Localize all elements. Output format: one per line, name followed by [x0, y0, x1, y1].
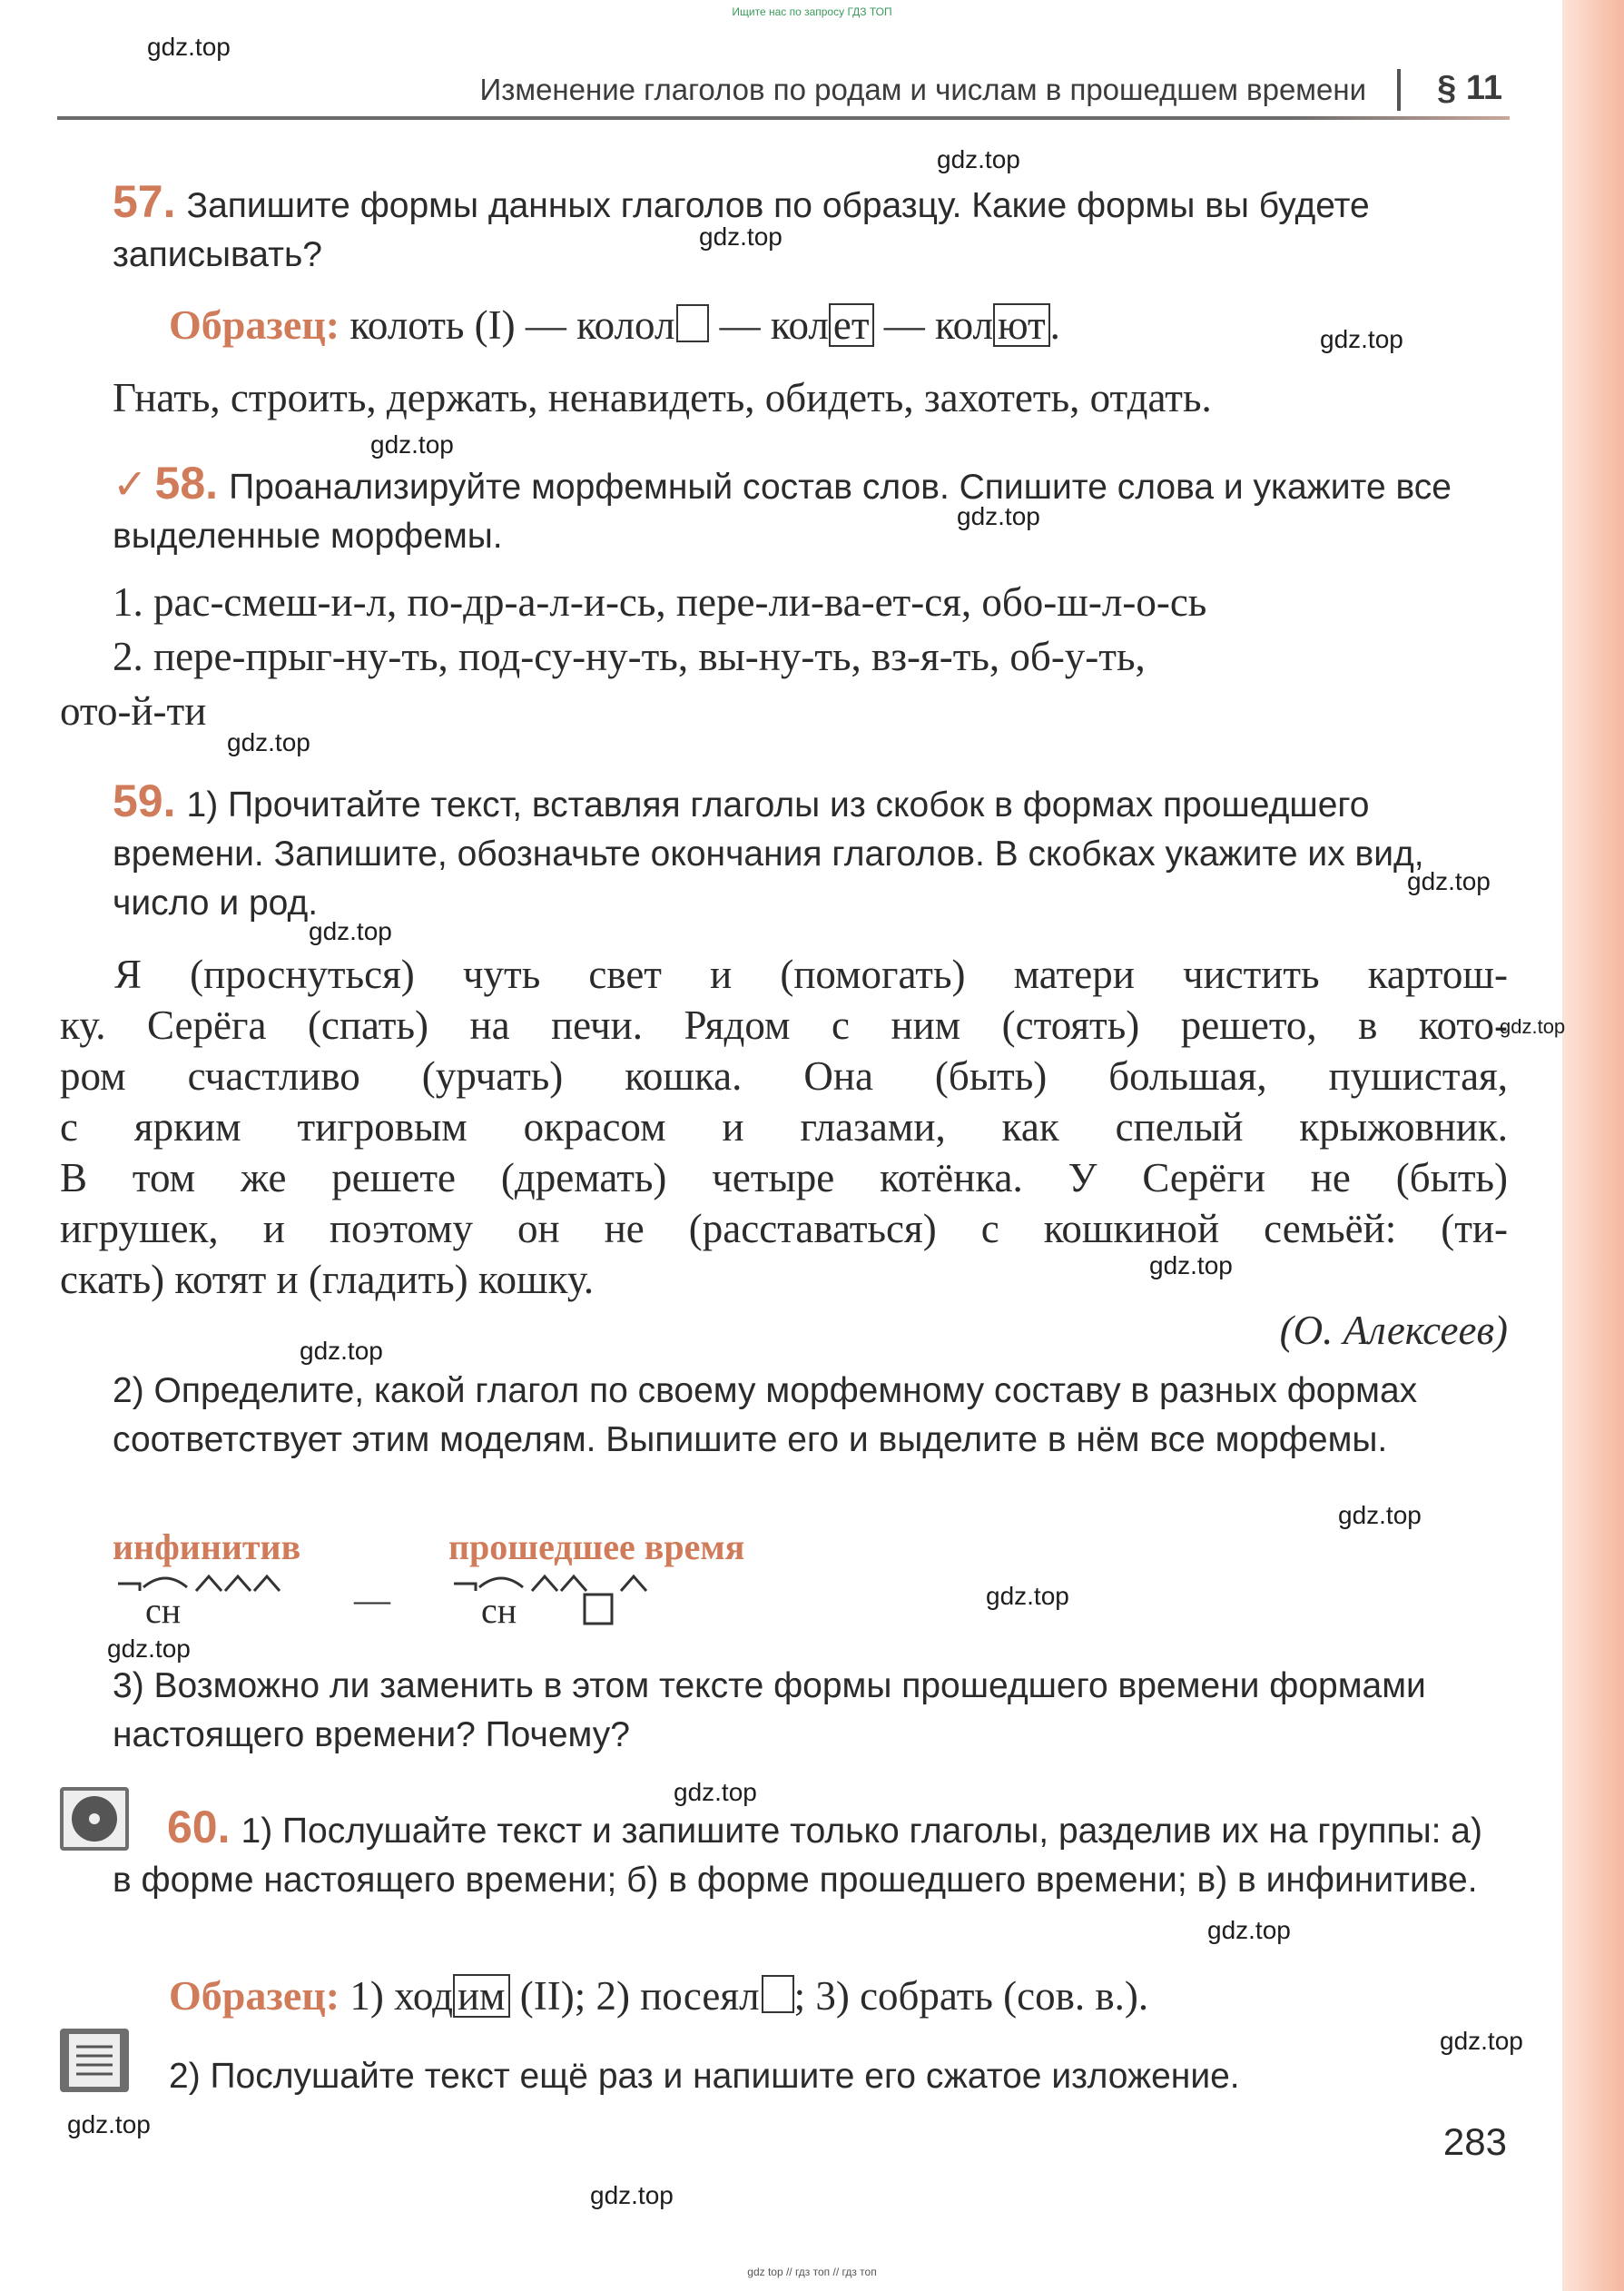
sample-suffix-l: л [654, 302, 675, 348]
exercise-59-text [60, 949, 1508, 1356]
watermark: gdz.top [147, 33, 231, 61]
sample-text-3: — кол [873, 302, 993, 348]
exercise-text: 1) Послушайте текст и запишите только глаголы, разделив их на группы: а) в форме настоящего времени; б) в форме прошедшего времени; в) в инфинитиве. [113, 1812, 1482, 1900]
exercise-59-task3: 3) Возможно ли заменить в этом тексте формы прошедшего времени формами настоящего времени? Почему? [113, 1666, 1426, 1754]
exercise-58-line1: 1. рас-смеш-и-л, по-др-а-л-и-сь, пере-ли-ва-ет-ся, обо-ш-л-о-сь [113, 579, 1207, 625]
exercise-60-task2: 2) Послушайте текст ещё раз и напишите его сжатое изложение. [169, 2057, 1240, 2096]
model-root-1: сн [145, 1590, 182, 1631]
exercise-60-task1 [113, 1802, 1506, 1905]
writing-book-icon [60, 2029, 129, 2092]
exercise-text: 1) Прочитайте текст, вставляя глаголы из скобок в формах прошедшего времени. Запишите, обозначьте окончания глаголов. В скобках укажите их вид, число и род. [113, 785, 1424, 923]
sample-text: колоть (I) — кол [349, 302, 635, 348]
text-line: В том же решете (дремать) четыре котёнка. У Серёги не (быть) [60, 1155, 1508, 1200]
top-banner: Ищите нас по запросу ГДЗ ТОП [732, 5, 892, 18]
watermark: gdz.top [674, 1778, 757, 1806]
text-line: Я (проснуться) чуть свет и (помогать) матери чистить картош- [114, 952, 1508, 997]
morpheme-models [113, 1526, 930, 1631]
header-divider [1397, 69, 1401, 111]
watermark: gdz.top [227, 728, 310, 756]
exercise-text: Проанализируйте морфемный состав слов. Спишите слова и укажите все выделенные морфемы. [113, 468, 1452, 556]
watermark: gdz.top [1500, 1015, 1566, 1038]
zero-ending-box [676, 304, 709, 342]
sample-text-3: ; 3) собрать (сов. в.). [793, 1973, 1149, 2019]
ending-box: ет [829, 303, 874, 347]
text-line: ром счастливо (урчать) кошка. Она (быть) большая, пушистая, [60, 1053, 1508, 1099]
text-line: игрушек, и поэтому он не (расставаться) с кошкиной семьёй: (ти- [60, 1206, 1508, 1251]
sample-label: Образец: [169, 301, 340, 348]
text-line: ку. Серёга (спать) на печи. Рядом с ним (стоять) решето, в кото- [60, 1002, 1508, 1048]
exercise-59-task2: 2) Определите, какой глагол по своему морфемному составу в разных формах соответствует этим моделям. Выпишите его и выделите в нём все морфемы. [113, 1371, 1418, 1459]
section-number: § 11 [1437, 69, 1502, 107]
watermark: gdz.top [1407, 867, 1491, 895]
exercise-58-line2: 2. пере-прыг-ну-ть, под-су-ну-ть, вы-ну-ть, вз-я-ть, об-у-ть, [113, 634, 1146, 679]
exercise-number: 59. [113, 775, 176, 826]
watermark: gdz.top [1440, 2027, 1523, 2055]
sample-suffix: л [739, 1973, 760, 2019]
header-rule [57, 116, 1510, 120]
exercise-number: 60. [167, 1802, 231, 1852]
exercise-57-verbs: Гнать, строить, держать, ненавидеть, обидеть, захотеть, отдать. [113, 375, 1212, 420]
ending-box: им [453, 1974, 510, 2018]
page-header [363, 64, 1502, 109]
text-line: с ярким тигровым окрасом и глазами, как спелый крыжовник. [60, 1104, 1508, 1150]
exercise-57-task [113, 177, 1506, 280]
exercise-60-sample [169, 1970, 1567, 2021]
author: (О. Алексеев) [1279, 1308, 1508, 1353]
text-line: скать) котят и (гладить) кошку. [60, 1257, 595, 1302]
watermark: gdz.top [300, 1337, 383, 1365]
watermark: gdz.top [699, 222, 782, 251]
watermark: gdz.top [370, 430, 454, 459]
sample-text-2: — кол [709, 302, 829, 348]
watermark: gdz.top [937, 145, 1020, 173]
watermark: gdz.top [107, 1634, 191, 1663]
watermark: gdz.top [1207, 1916, 1291, 1944]
watermark: gdz.top [957, 502, 1040, 530]
exercise-number: 57. [113, 176, 176, 227]
model-dash: — [354, 1579, 390, 1620]
footer-watermark: gdz top // гдз топ // гдз топ [747, 2266, 877, 2278]
exercise-58-line3: ото-й-ти [60, 688, 207, 734]
model-label-infinitive: инфинитив [113, 1526, 301, 1567]
watermark: gdz.top [986, 1582, 1069, 1610]
sample-text-2: (II); 2) посея [509, 1973, 740, 2019]
model-label-past: прошедшее время [448, 1526, 745, 1567]
sample-end: . [1049, 302, 1060, 348]
zero-ending-box [762, 1975, 794, 2013]
exercise-58-task [113, 459, 1506, 561]
watermark: gdz.top [1338, 1501, 1422, 1529]
ending-box: ют [993, 303, 1050, 347]
exercise-number: 58. [154, 458, 219, 509]
chapter-title: Изменение глаголов по родам и числам в прошедшем времени [479, 73, 1366, 106]
page-edge-stripe [1562, 0, 1624, 2291]
watermark: gdz.top [590, 2181, 674, 2209]
model-root-2: сн [481, 1590, 517, 1631]
watermark: gdz.top [1149, 1251, 1233, 1279]
sample-text: 1) ход [349, 1973, 453, 2019]
watermark: gdz.top [1320, 325, 1403, 353]
page-number: 283 [1442, 2120, 1507, 2163]
exercise-59-task1 [113, 776, 1506, 928]
watermark: gdz.top [67, 2110, 151, 2138]
watermark: gdz.top [309, 917, 392, 945]
checkmark-icon: ✓ [113, 459, 148, 509]
sample-suffix: о [635, 302, 655, 348]
sample-label: Образец: [169, 1972, 340, 2019]
exercise-text: Запишите формы данных глаголов по образцу. Какие формы вы будете записывать? [113, 186, 1370, 274]
